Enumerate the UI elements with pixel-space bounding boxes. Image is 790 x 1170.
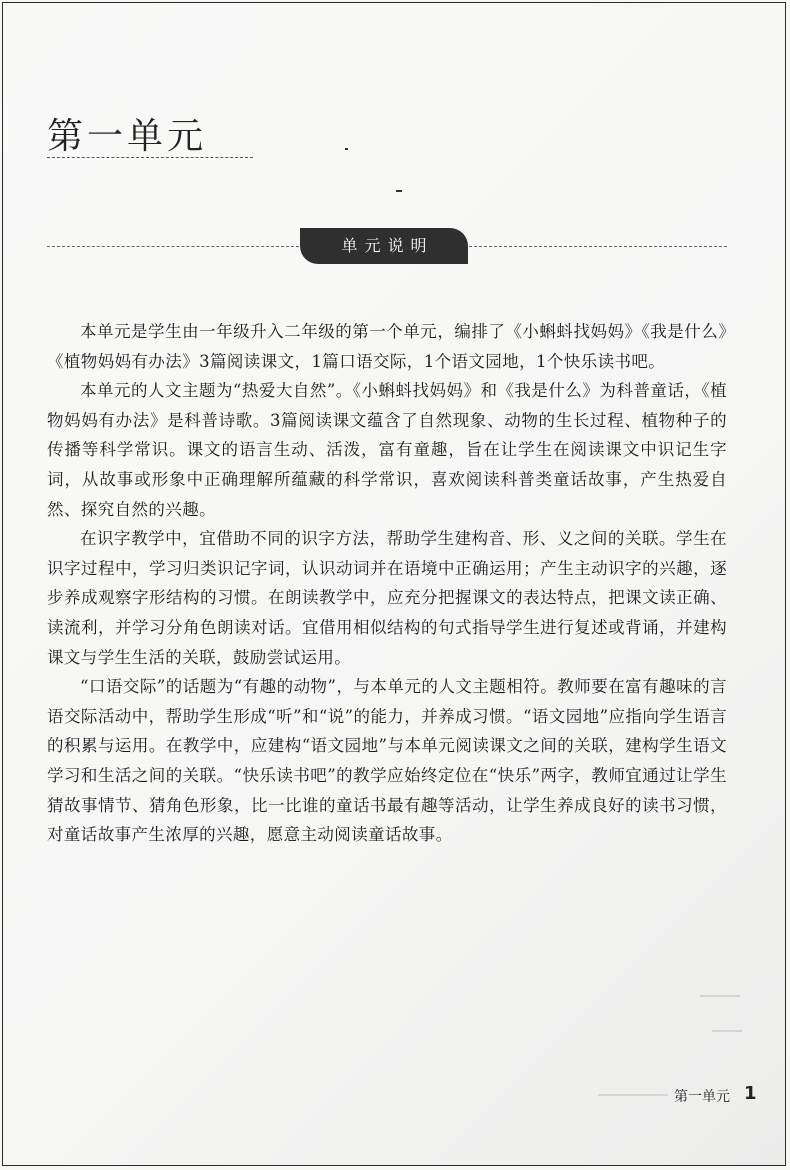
banner-divider-left (47, 246, 299, 247)
banner-divider-right (469, 246, 727, 247)
bleed-through-mark (598, 1094, 668, 1096)
unit-description (47, 317, 727, 850)
section-banner: 单元说明 (300, 228, 468, 264)
page-number: 1 (744, 1083, 757, 1104)
speck-mark (396, 190, 402, 192)
speck-mark (345, 148, 348, 150)
paragraph-theme: 本单元的人文主题为“热爱大自然”。《小蝌蚪找妈妈》和《我是什么》为科普童话，《植物妈妈有办法》是科普诗歌。3篇阅读课文蕴含了自然现象、动物的生长过程、植物种子的传播等科学常识。课文的语言生动、活泼，富有童趣，旨在让学生在阅读课文中识记生字词，从故事或形象中正确理解所蕴藏的科学常识，喜欢阅读科普类童话故事，产生热爱自然、探究自然的兴趣。 (47, 381, 727, 519)
paragraph-oral-communication: “口语交际”的话题为“有趣的动物”，与本单元的人文主题相符。教师要在富有趣味的言语交际活动中，帮助学生形成“听”和“说”的能力，并养成习惯。“语文园地”应指向学生语言的积累与运用。在教学中，应建构“语文园地”与本单元阅读课文之间的关联，建构学生语文学习和生活之间的关联。“快乐读书吧”的教学应始终定位在“快乐”两字，教师宜通过让学生猜故事情节、猜角色形象，比一比谁的童话书最有趣等活动，让学生养成良好的读书习惯，对童话故事产生浓厚的兴趣，愿意主动阅读童话故事。 (47, 677, 727, 845)
paragraph-overview: 本单元是学生由一年级升入二年级的第一个单元，编排了《小蝌蚪找妈妈》《我是什么》《植物妈妈有办法》3篇阅读课文，1篇口语交际，1个语文园地，1个快乐读书吧。 (47, 322, 727, 371)
unit-title: 第一单元 (47, 116, 208, 157)
footer-unit-label: 第一单元 (674, 1089, 730, 1105)
paragraph-literacy-teaching: 在识字教学中，宜借助不同的识字方法，帮助学生建构音、形、义之间的关联。学生在识字过程中，学习归类识记字词，认识动词并在语境中正确运用；产生主动识字的兴趣，逐步养成观察字形结构的习惯。在朗读教学中，应充分把握课文的表达特点，把课文读正确、读流利，并学习分角色朗读对话。宜借用相似结构的句式指导学生进行复述或背诵，并建构课文与学生生活的关联，鼓励尝试运用。 (47, 529, 727, 667)
bleed-through-mark (712, 1030, 742, 1032)
bleed-through-mark (700, 995, 740, 997)
title-underline (47, 157, 253, 158)
